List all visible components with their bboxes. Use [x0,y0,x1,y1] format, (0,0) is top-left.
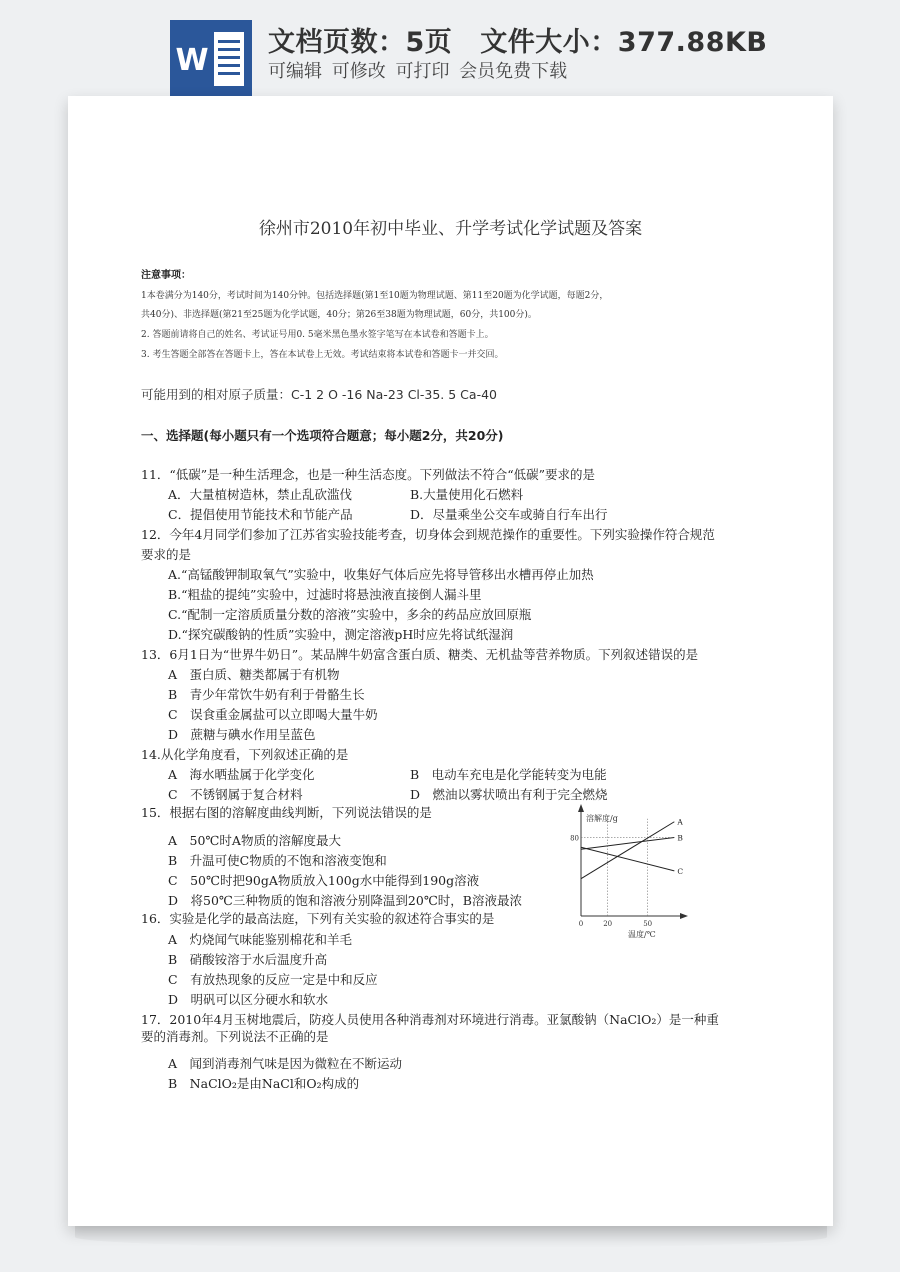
q11-option-a: A．大量植树造林，禁止乱砍滥伐 [168,487,353,502]
banner-title [268,20,768,59]
document-page [68,96,833,1226]
paper-shadow [75,1226,827,1248]
question-17-stem-cont: 要的消毒剂。下列说法不正确的是 [141,1029,329,1044]
series-line-a [581,822,674,879]
question-17-stem: 17．2010年4月玉树地震后，防疫人员使用各种消毒剂对环境进行消毒。亚氯酸钠（NaClO₂）是一种重 [141,1012,719,1027]
q13-option-d: D 蔗糖与碘水作用呈蓝色 [168,727,316,742]
q14-option-c: C 不锈钢属于复合材料 [168,787,303,802]
note-line: 3. 考生答题全部答在答题卡上，答在本试卷上无效。考试结束将本试卷和答题卡一并交回。 [141,350,504,360]
x-tick-label: 20 [603,920,613,928]
question-13-stem: 13．6月1日为“世界牛奶日”。某品牌牛奶富含蛋白质、糖类、无机盐等营养物质。下列叙述错误的是 [141,647,699,662]
y-axis-arrow [578,804,584,812]
question-12-stem: 12．今年4月同学们参加了江苏省实验技能考查，切身体会到规范操作的重要性。下列实验操作符合规范 [141,527,715,542]
x-axis-arrow [680,913,688,919]
page-count: 文档页数：5页 [268,27,453,58]
q12-option-d: D.“探究碳酸钠的性质”实验中，测定溶液pH时应先将试纸湿润 [168,627,514,642]
q16-option-b: B 硝酸铵溶于水后温度升高 [168,952,328,967]
q14-option-b: B 电动车充电是化学能转变为电能 [410,767,607,782]
q12-option-b: B.“粗盐的提纯”实验中，过滤时将悬浊液直接倒人漏斗里 [168,587,482,602]
q15-option-d: D 将50℃三种物质的饱和溶液分别降温到20℃时，B溶液最浓 [168,893,522,908]
word-document-icon [170,20,252,96]
q16-option-d: D 明矾可以区分硬水和软水 [168,992,329,1007]
q14-option-a: A 海水晒盐属于化学变化 [168,767,315,782]
series-line-c [581,847,674,871]
q11-option-d: D．尽量乘坐公交车或骑自行车出行 [410,507,608,522]
x-tick-label: 0 [578,920,584,928]
question-16-stem: 16．实验是化学的最高法庭，下列有关实验的叙述符合事实的是 [141,911,495,926]
q15-option-c: C 50℃时把90gA物质放入100g水中能得到190g溶液 [168,873,480,888]
q17-option-b: B NaClO₂是由NaCl和O₂构成的 [168,1076,360,1091]
section-heading: 一、选择题(每小题只有一个选项符合题意；每小题2分，共20分) [141,428,504,443]
series-label-b: B [677,833,683,843]
q15-option-b: B 升温可使C物质的不饱和溶液变饱和 [168,853,387,868]
question-14-stem: 14.从化学角度看，下列叙述正确的是 [141,747,349,762]
q11-option-c: C．提倡使用节能技术和节能产品 [168,507,353,522]
q14-option-d: D 燃油以雾状喷出有利于完全燃烧 [410,787,608,802]
solubility-chart [568,798,688,948]
q12-option-c: C.“配制一定溶质质量分数的溶液”实验中，多余的药品应放回原瓶 [168,607,532,622]
notes-heading: 注意事项： [141,270,191,281]
x-axis-label: 温度/℃ [628,930,656,939]
q17-option-a: A 闻到消毒剂气味是因为微粒在不断运动 [168,1056,403,1071]
header-banner [0,0,900,96]
y-axis-label: 溶解度/g [586,814,618,823]
series-label-a: A [677,817,683,827]
q11-option-b: B.大量使用化石燃料 [410,487,524,502]
question-11-stem: 11．“低碳”是一种生活理念，也是一种生活态度。下列做法不符合“低碳”要求的是 [141,467,595,482]
q13-option-c: C 误食重金属盐可以立即喝大量牛奶 [168,707,378,722]
q16-option-c: C 有放热现象的反应一定是中和反应 [168,972,378,987]
file-size: 文件大小：377.88KB [480,27,768,58]
series-line-b [581,837,674,849]
atomic-mass-line: 可能用到的相对原子质量：C-1 2 O -16 Na-23 Cl-35. 5 Ca-40 [141,387,497,402]
q12-option-a: A.“高锰酸钾制取氧气”实验中，收集好气体后应先将导管移出水槽再停止加热 [168,567,594,582]
x-tick-label: 50 [643,920,653,928]
note-line: 共40分)、非选择题(第21至25题为化学试题，40分；第26至38题为物理试题，60分，共100分)。 [141,310,537,320]
q13-option-b: B 青少年常饮牛奶有利于骨骼生长 [168,687,365,702]
q15-option-a: A 50℃时A物质的溶解度最大 [168,833,341,848]
question-12-stem-cont: 要求的是 [141,547,192,562]
document-title: 徐州市2010年初中毕业、升学考试化学试题及答案 [258,219,643,239]
banner-subtitle: 可编辑 可修改 可打印 会员免费下载 [268,61,568,82]
q13-option-a: A 蛋白质、糖类都属于有机物 [168,667,340,682]
note-line: 2. 答题前请将自己的姓名、考试证号用0. 5毫米黑色墨水签字笔写在本试卷和答题卡上。 [141,330,494,340]
note-line: 1本卷满分为140分，考试时间为140分钟。包括选择题(第1至10题为物理试题、第11至20题为化学试题，每题2分， [141,291,609,301]
word-icon-letter: W [175,43,209,78]
question-15-stem: 15．根据右图的溶解度曲线判断，下列说法错误的是 [141,805,432,820]
y-tick-label: 80 [570,834,579,843]
series-label-c: C [677,866,684,876]
q16-option-a: A 灼烧闻气味能鉴别棉花和羊毛 [168,932,353,947]
